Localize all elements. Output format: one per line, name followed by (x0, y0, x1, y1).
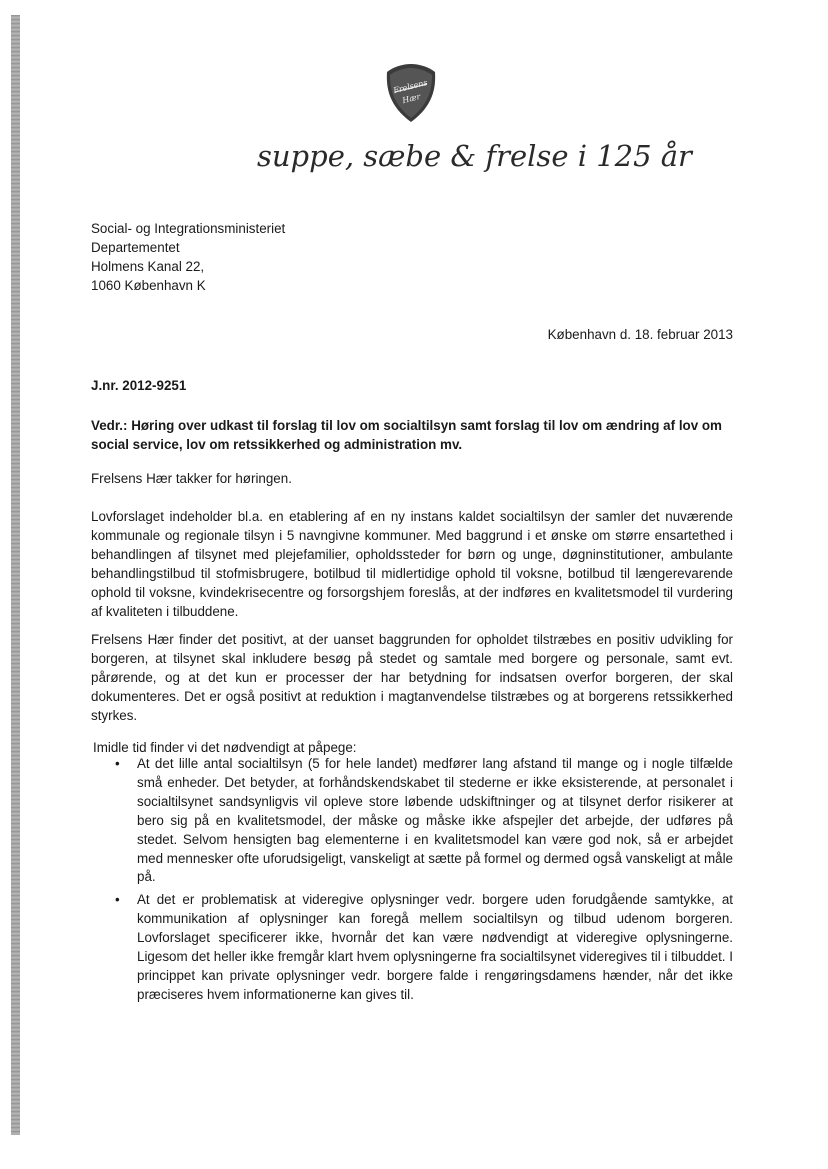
bullet-list (93, 755, 733, 1009)
bullet-text: At det er problematisk at videregive oplysninger vedr. borgere uden forudgående samtykke, at kommunikation af oplysninger kan foregå mellem socialtilsyn og tilbud udenom borgeren. Lovforslaget specificerer ikke, hvornår det kan være nødvendigt at videregive oplysningerne. Ligesom det heller ikke fremgår klart hvem oplysningerne fra socialtilsynet videregives til i tilbuddet. I princippet kan private oplysninger vedr. borgere falde i rengøringsdamens hænder, når det ikke præciseres hvem informationerne kan gives til. (137, 892, 733, 1002)
body-paragraph: Frelsens Hær takker for høringen. (91, 471, 292, 486)
letter-date: København d. 18. februar 2013 (547, 327, 733, 342)
address-line: 1060 København K (91, 278, 206, 293)
list-item (93, 891, 733, 1004)
address-line: Departementet (91, 240, 180, 255)
address-line: Holmens Kanal 22, (91, 259, 205, 274)
subject-line: Vedr.: Høring over udkast til forslag til lov om socialtilsyn samt forslag til lov om ændring af lov om social service, lov om retssikkerhed og administration mv. (91, 418, 722, 452)
scan-edge-strip (11, 15, 20, 1135)
body-paragraph: Frelsens Hær finder det positivt, at der uanset baggrunden for opholdet tilstræbes en positiv udvikling for borgeren, at tilsynet skal inkludere besøg på stedet og samtale med borgere og personale, samt evt. pårørende, og at det kun er processer der har betydning for indsatsen overfor borgeren, der skal dokumenteres. Det er også positivt at reduktion i magtanvendelse tilstræbes og at borgerens retssikkerhed styrkes. (91, 632, 733, 723)
svg-text:Frelsens: Frelsens (392, 78, 429, 96)
recipient-address (91, 219, 285, 295)
body-paragraph: Lovforslaget indeholder bl.a. en etablering af en ny instans kaldet socialtilsyn der samler det nuværende kommunale og regionale tilsyn i 5 navngivne kommuner. Med baggrund i et ønske om større ensartethed i behandlingen af tilsynet med plejefamilier, opholdssteder for børn og unge, døgninstitutioner, ambulante behandlingstilbud til stofmisbrugere, botilbud til midlertidige ophold til voksne, botilbud til længerevarende ophold til voksne, kvindekrisecentre og forsorgshjem foreslås, at der indføres en kvalitetsmodel til vurdering af kvaliteten i tilbuddene. (91, 509, 733, 619)
bullet-icon: • (115, 756, 120, 771)
salvation-army-shield-logo (383, 62, 439, 124)
bullet-text: At det lille antal socialtilsyn (5 for hele landet) medfører lang afstand til mange og i nogle tilfælde små enheder. Det betyder, at forhåndskendskabet til stederne er ikke eksisterende, at personalet i socialtilsynet sandsynligvis vil opleve store løbende udskiftninger og at tilsynet derfor risikerer at bero sig på en kvalitetsmodel, der måske og måske ikke afspejler det arbejde, der udføres på stedet. Selvom hensigten bag elementerne i en kvalitetsmodel kan være god nok, så er arbejdet med mennesker ofte uforudsigeligt, vanskeligt at sætte på formel og dermed også vanskeligt at måle på. (137, 756, 733, 885)
reference-number: J.nr. 2012-9251 (91, 378, 187, 393)
bullet-icon: • (115, 892, 120, 908)
body-paragraph: Imidle tid finder vi det nødvendigt at påpege: (93, 740, 357, 755)
tagline-handwriting (255, 132, 692, 180)
svg-text:suppe, sæbe & frelse i 125 år: suppe, sæbe & frelse i 125 år (257, 139, 692, 173)
svg-text:Hær: Hær (401, 91, 422, 106)
address-line: Social- og Integrationsministeriet (91, 221, 286, 236)
list-item (93, 755, 733, 887)
